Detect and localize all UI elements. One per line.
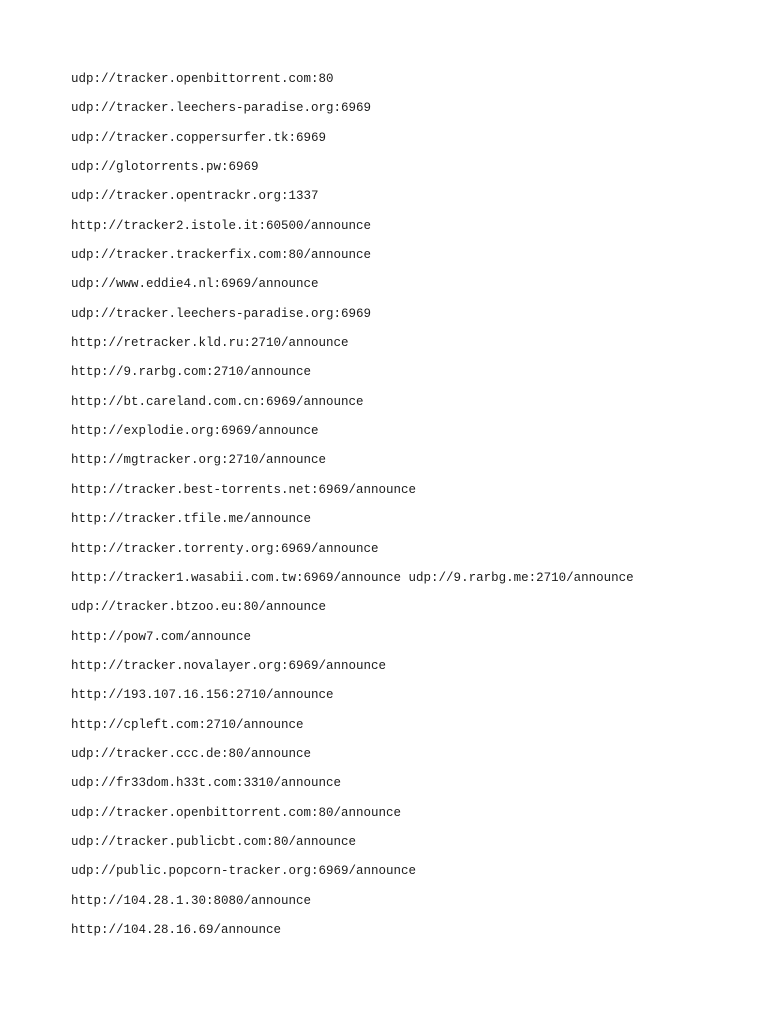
tracker-url-line: udp://tracker.leechers-paradise.org:6969 bbox=[71, 101, 372, 116]
tracker-url-line: http://explodie.org:6969/announce bbox=[71, 424, 319, 439]
tracker-url-line: http://tracker2.istole.it:60500/announce bbox=[71, 218, 372, 233]
tracker-url-line: http://tracker.torrenty.org:6969/announce bbox=[71, 541, 379, 556]
tracker-url-line: http://cpleft.com:2710/announce bbox=[71, 717, 304, 732]
tracker-url-line: udp://tracker.btzoo.eu:80/announce bbox=[71, 600, 327, 615]
tracker-url-line: udp://tracker.trackerfix.com:80/announce bbox=[71, 248, 372, 263]
tracker-url-line: http://tracker.tfile.me/announce bbox=[71, 512, 312, 527]
tracker-url-line: http://104.28.1.30:8080/announce bbox=[71, 893, 312, 908]
tracker-url-line: udp://tracker.leechers-paradise.org:6969 bbox=[71, 306, 372, 321]
tracker-url-line: http://tracker.best-torrents.net:6969/announce bbox=[71, 482, 417, 497]
tracker-url-line: http://tracker1.wasabii.com.tw:6969/announce udp://9.rarbg.me:2710/announce bbox=[71, 570, 634, 585]
tracker-url-line: udp://fr33dom.h33t.com:3310/announce bbox=[71, 776, 342, 791]
tracker-url-line: http://104.28.16.69/announce bbox=[71, 922, 282, 937]
tracker-url-line: udp://tracker.openbittorrent.com:80/announce bbox=[71, 805, 402, 820]
tracker-url-line: udp://www.eddie4.nl:6969/announce bbox=[71, 277, 319, 292]
tracker-url-line: udp://tracker.openbittorrent.com:80 bbox=[71, 72, 334, 86]
tracker-url-line: udp://glotorrents.pw:6969 bbox=[71, 160, 259, 175]
tracker-url-line: udp://tracker.ccc.de:80/announce bbox=[71, 746, 312, 761]
tracker-url-list bbox=[71, 70, 634, 950]
tracker-url-line: udp://tracker.publicbt.com:80/announce bbox=[71, 834, 357, 849]
tracker-url-line: http://pow7.com/announce bbox=[71, 629, 252, 644]
tracker-url-line: http://tracker.novalayer.org:6969/announce bbox=[71, 658, 387, 673]
tracker-url-line: http://9.rarbg.com:2710/announce bbox=[71, 365, 312, 380]
tracker-url-line: http://bt.careland.com.cn:6969/announce bbox=[71, 394, 364, 409]
tracker-url-line: http://retracker.kld.ru:2710/announce bbox=[71, 336, 349, 351]
tracker-url-line: udp://public.popcorn-tracker.org:6969/announce bbox=[71, 864, 417, 879]
tracker-url-line: http://193.107.16.156:2710/announce bbox=[71, 688, 334, 703]
tracker-url-line: udp://tracker.coppersurfer.tk:6969 bbox=[71, 130, 327, 145]
tracker-url-line: http://mgtracker.org:2710/announce bbox=[71, 453, 327, 468]
tracker-url-line: udp://tracker.opentrackr.org:1337 bbox=[71, 189, 319, 204]
